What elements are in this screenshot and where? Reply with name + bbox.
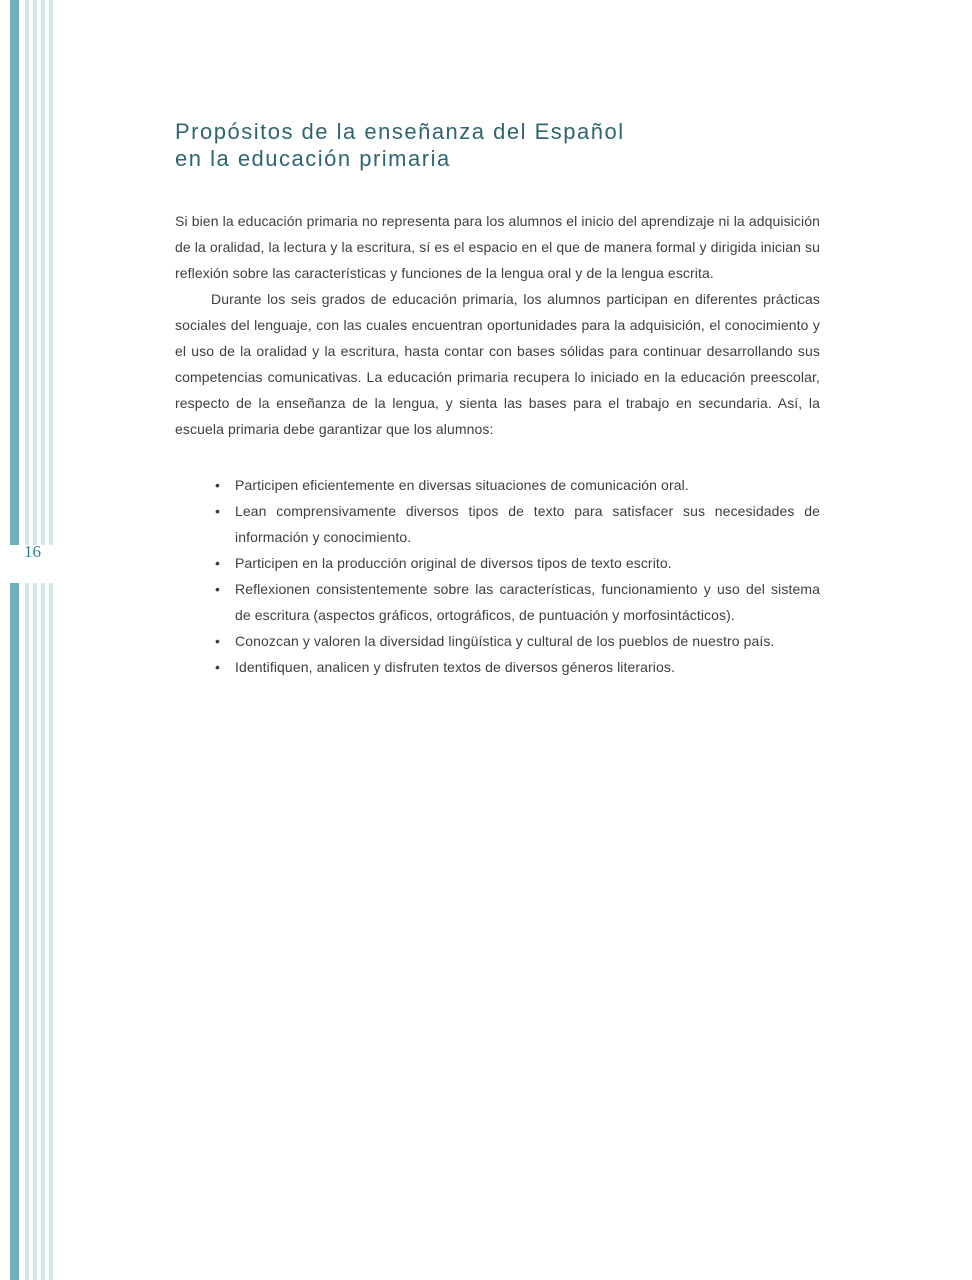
bullet-list bbox=[175, 472, 820, 680]
list-item bbox=[215, 628, 820, 654]
page-title-line1: Propósitos de la enseñanza del Español bbox=[175, 119, 625, 144]
page-title bbox=[175, 118, 820, 172]
stripe-bar bbox=[25, 583, 29, 1280]
stripe-bar bbox=[41, 0, 45, 545]
stripe-bar bbox=[33, 583, 37, 1280]
stripe-bar bbox=[41, 583, 45, 1280]
page-number: 16 bbox=[24, 542, 41, 561]
stripe-bar bbox=[10, 583, 19, 1280]
decorative-stripes-bottom bbox=[10, 583, 56, 1280]
list-item bbox=[215, 472, 820, 498]
bullet-marker: • bbox=[215, 581, 221, 597]
bullet-text: Participen en la producción original de diversos tipos de texto escrito. bbox=[235, 555, 672, 571]
body-paragraph: Durante los seis grados de educación primaria, los alumnos participan en diferentes prácticas sociales del lenguaje, con las cuales encuentran oportunidades para la adquisición, el conocimiento y el uso de la oralidad y la escritura, hasta contar con bases sólidas para continuar desarrollando sus competencias comunicativas. La educación primaria recupera lo iniciado en la educación preescolar, respecto de la enseñanza de la lengua, y sienta las bases para el trabajo en secundaria. Así, la escuela primaria debe garantizar que los alumnos: bbox=[175, 291, 820, 437]
list-item bbox=[215, 654, 820, 680]
bullet-text: Conozcan y valoren la diversidad lingüística y cultural de los pueblos de nuestro país. bbox=[235, 633, 775, 649]
bullet-marker: • bbox=[215, 555, 221, 571]
stripe-bar bbox=[49, 0, 53, 545]
list-item bbox=[215, 576, 820, 628]
stripe-bar bbox=[10, 0, 19, 545]
body-paragraph: Si bien la educación primaria no representa para los alumnos el inicio del aprendizaje ni la adquisición de la oralidad, la lectura y la escritura, sí es el espacio en el que de manera formal y dirigida inician su reflexión sobre las características y funciones de la lengua oral y de la lengua escrita. bbox=[175, 213, 820, 281]
bullet-marker: • bbox=[215, 659, 221, 675]
bullet-text: Identifiquen, analicen y disfruten textos de diversos géneros literarios. bbox=[235, 659, 675, 675]
decorative-stripes-top bbox=[10, 0, 56, 545]
stripe-bar bbox=[33, 0, 37, 545]
bullet-marker: • bbox=[215, 477, 221, 493]
bullet-marker: • bbox=[215, 633, 221, 649]
bullet-text: Lean comprensivamente diversos tipos de texto para satisfacer sus necesidades de información y conocimiento. bbox=[235, 503, 820, 545]
stripe-bar bbox=[25, 0, 29, 545]
bullet-text: Reflexionen consistentemente sobre las características, funcionamiento y uso del sistema de escritura (aspectos gráficos, ortográficos, de puntuación y morfosintácticos). bbox=[235, 581, 820, 623]
page-content bbox=[175, 0, 820, 680]
list-item bbox=[215, 550, 820, 576]
page-title-line2: en la educación primaria bbox=[175, 146, 451, 171]
bullet-text: Participen eficientemente en diversas situaciones de comunicación oral. bbox=[235, 477, 689, 493]
bullet-marker: • bbox=[215, 503, 221, 519]
stripe-bar bbox=[49, 583, 53, 1280]
list-item bbox=[215, 498, 820, 550]
